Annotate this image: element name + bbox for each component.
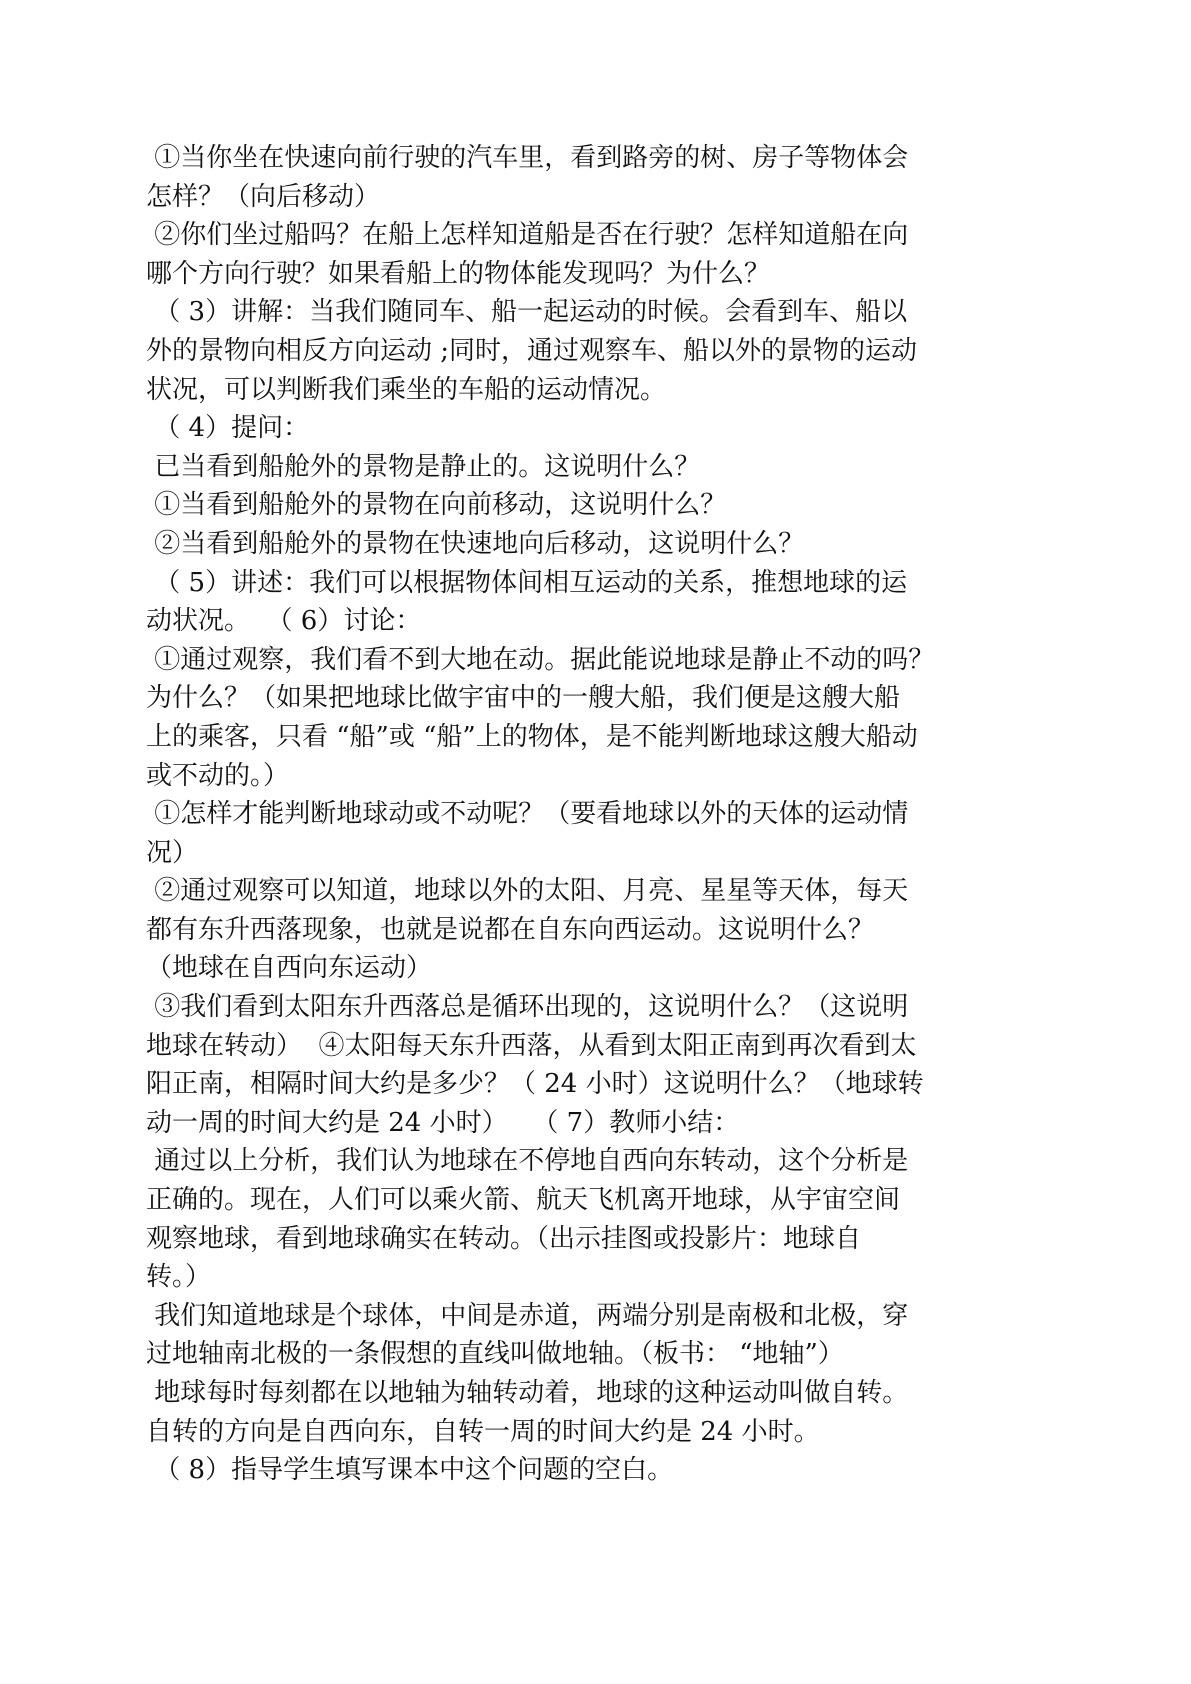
text-line: 哪个方向行驶？如果看船上的物体能发现吗？为什么？ [146, 258, 771, 289]
text-line: 动状况。 （ 6）讨论： [146, 606, 422, 637]
text-line: ①怎样才能判断地球动或不动呢？（要看地球以外的天体的运动情 [146, 799, 909, 830]
text-line: 我们知道地球是个球体，中间是赤道，两端分别是南极和北极，穿 [146, 1300, 909, 1331]
text-line: 状况，可以判断我们乘坐的车船的运动情况。 [146, 374, 667, 405]
text-line: （ 5）讲述：我们可以根据物体间相互运动的关系，推想地球的运 [146, 567, 908, 598]
text-line: 自转的方向是自西向东，自转一周的时间大约是 24 小时。 [146, 1416, 820, 1447]
text-line: 外的景物向相反方向运动 ;同时，通过观察车、船以外的景物的运动 [146, 335, 918, 366]
text-line: 都有东升西落现象，也就是说都在自东向西运动。这说明什么？ [146, 914, 875, 945]
text-line: 况） [146, 837, 199, 868]
document-body [146, 139, 1066, 1490]
text-line: 阳正南，相隔时间大约是多少？（ 24 小时）这说明什么？（地球转 [146, 1069, 924, 1100]
text-line: 通过以上分析，我们认为地球在不停地自西向东转动，这个分析是 [146, 1146, 909, 1177]
text-line: ③我们看到太阳东升西落总是循环出现的，这说明什么？（这说明 [146, 992, 909, 1023]
text-line: ①当你坐在快速向前行驶的汽车里，看到路旁的树、房子等物体会 [146, 143, 909, 173]
text-line: 上的乘客，只看 “船”或 “船”上的物体，是不能判断地球这艘大船动 [146, 721, 918, 752]
text-line: 地球在转动） ④太阳每天东升西落，从看到太阳正南到再次看到太 [146, 1030, 917, 1061]
text-line: 为什么？（如果把地球比做宇宙中的一艘大船，我们便是这艘大船 [146, 683, 901, 714]
text-line: ②当看到船舱外的景物在快速地向后移动，这说明什么？ [146, 528, 805, 559]
text-line: （ 3）讲解：当我们随同车、船一起运动的时候。会看到车、船以 [146, 297, 908, 328]
text-line: ②你们坐过船吗？在船上怎样知道船是否在行驶？怎样知道船在向 [146, 220, 909, 251]
text-line: 观察地球，看到地球确实在转动。（出示挂图或投影片：地球自 [146, 1223, 862, 1254]
text-line: 或不动的。） [146, 760, 290, 791]
text-line: 正确的。现在，人们可以乘火箭、航天飞机离开地球，从宇宙空间 [146, 1185, 901, 1216]
text-line: ②通过观察可以知道，地球以外的太阳、月亮、星星等天体，每天 [146, 876, 909, 907]
text-line: 怎样？（向后移动） [146, 181, 381, 212]
text-line: 转。） [146, 1262, 212, 1293]
text-line: 已当看到船舱外的景物是静止的。这说明什么？ [146, 451, 701, 482]
text-line: （ 8）指导学生填写课本中这个问题的空白。 [146, 1455, 674, 1486]
text-line: ①当看到船舱外的景物在向前移动，这说明什么？ [146, 490, 727, 521]
text-line: 过地轴南北极的一条假想的直线叫做地轴。（板书： “地轴”） [146, 1339, 844, 1370]
text-line: （ 4）提问： [146, 413, 310, 444]
text-line: 地球每时每刻都在以地轴为轴转动着，地球的这种运动叫做自转。 [146, 1378, 909, 1408]
text-line: 动一周的时间大约是 24 小时） （ 7）教师小结： [146, 1107, 740, 1138]
text-line: ①通过观察，我们看不到大地在动。据此能说地球是静止不动的吗？ [146, 644, 935, 675]
text-line: （地球在自西向东运动） [146, 953, 433, 984]
